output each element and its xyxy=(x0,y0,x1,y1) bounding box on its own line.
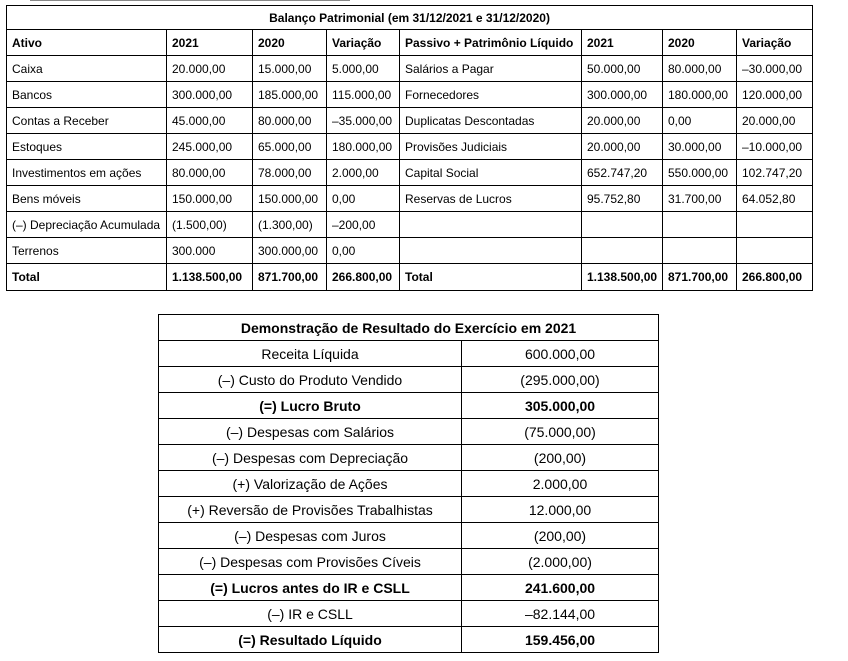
table-row xyxy=(7,108,813,134)
balanco-cell: 5.000,00 xyxy=(327,56,400,82)
balanco-cell xyxy=(737,238,813,264)
balanco-cell: 15.000,00 xyxy=(253,56,327,82)
balanco-cell: 80.000,00 xyxy=(253,108,327,134)
table-row xyxy=(159,341,659,367)
balanco-cell: 2020 xyxy=(253,30,327,56)
table-row xyxy=(7,186,813,212)
table-row xyxy=(159,575,659,601)
balanco-cell: Total xyxy=(7,264,167,291)
balanco-cell xyxy=(400,212,582,238)
dre-title: Demonstração de Resultado do Exercício em 2021 xyxy=(159,315,659,341)
balanco-cell: Duplicatas Descontadas xyxy=(400,108,582,134)
dre-label: (+) Reversão de Provisões Trabalhistas xyxy=(159,497,462,523)
table-row xyxy=(159,601,659,627)
balanco-cell: Bens móveis xyxy=(7,186,167,212)
balanco-cell: 150.000,00 xyxy=(167,186,253,212)
balanco-cell: 180.000,00 xyxy=(327,134,400,160)
balanco-cell: 2021 xyxy=(582,30,663,56)
dre-label: (–) Despesas com Juros xyxy=(159,523,462,549)
balanco-cell: 185.000,00 xyxy=(253,82,327,108)
dre-value: 12.000,00 xyxy=(462,497,659,523)
balanco-cell: 65.000,00 xyxy=(253,134,327,160)
table-row xyxy=(7,160,813,186)
balanco-cell: Variação xyxy=(327,30,400,56)
table-row xyxy=(7,238,813,264)
dre-value: 241.600,00 xyxy=(462,575,659,601)
balanco-cell: 300.000 xyxy=(167,238,253,264)
balanco-cell: 20.000,00 xyxy=(582,134,663,160)
balanco-cell: –30.000,00 xyxy=(737,56,813,82)
balanco-cell: 45.000,00 xyxy=(167,108,253,134)
balanco-cell: 266.800,00 xyxy=(737,264,813,291)
balanco-cell: 80.000,00 xyxy=(167,160,253,186)
balanco-cell: –200,00 xyxy=(327,212,400,238)
table-row xyxy=(159,627,659,653)
balanco-cell: 0,00 xyxy=(327,186,400,212)
dre-value: 305.000,00 xyxy=(462,393,659,419)
dre-value: (2.000,00) xyxy=(462,549,659,575)
dre-label: (=) Resultado Líquido xyxy=(159,627,462,653)
dre-label: (=) Lucro Bruto xyxy=(159,393,462,419)
balanco-cell: 300.000,00 xyxy=(253,238,327,264)
balanco-patrimonial-table xyxy=(6,5,813,291)
balanco-cell xyxy=(663,238,737,264)
table-row xyxy=(159,445,659,471)
table-row xyxy=(159,549,659,575)
balanco-cell: Variação xyxy=(737,30,813,56)
balanco-cell: 31.700,00 xyxy=(663,186,737,212)
balanco-cell: 20.000,00 xyxy=(167,56,253,82)
balanco-cell: 871.700,00 xyxy=(253,264,327,291)
balanco-cell: Capital Social xyxy=(400,160,582,186)
dre-table xyxy=(158,314,659,653)
balanco-cell xyxy=(400,238,582,264)
balanco-cell: 20.000,00 xyxy=(737,108,813,134)
balanco-cell: 0,00 xyxy=(327,238,400,264)
table-row xyxy=(7,134,813,160)
dre-value: (295.000,00) xyxy=(462,367,659,393)
balanco-cell: Investimentos em ações xyxy=(7,160,167,186)
balanco-cell: 0,00 xyxy=(663,108,737,134)
balanco-cell: 1.138.500,00 xyxy=(582,264,663,291)
balanco-cell: 2020 xyxy=(663,30,737,56)
balanco-cell: 80.000,00 xyxy=(663,56,737,82)
balanco-cell: (1.300,00) xyxy=(253,212,327,238)
dre-label: (–) Despesas com Provisões Cíveis xyxy=(159,549,462,575)
balanco-cell: Reservas de Lucros xyxy=(400,186,582,212)
balanco-cell: Provisões Judiciais xyxy=(400,134,582,160)
balanco-cell xyxy=(582,238,663,264)
balanco-cell xyxy=(582,212,663,238)
balanco-cell: Passivo + Patrimônio Líquido xyxy=(400,30,582,56)
dre-label: (=) Lucros antes do IR e CSLL xyxy=(159,575,462,601)
balanco-cell: –35.000,00 xyxy=(327,108,400,134)
balanco-cell: 1.138.500,00 xyxy=(167,264,253,291)
balanco-cell: 78.000,00 xyxy=(253,160,327,186)
table-row xyxy=(159,367,659,393)
balanco-cell: 180.000,00 xyxy=(663,82,737,108)
balanco-cell: Terrenos xyxy=(7,238,167,264)
dre-label: (–) Despesas com Salários xyxy=(159,419,462,445)
dre-value: 600.000,00 xyxy=(462,341,659,367)
balanco-cell: (–) Depreciação Acumulada xyxy=(7,212,167,238)
balanco-cell: 245.000,00 xyxy=(167,134,253,160)
dre-value: (200,00) xyxy=(462,523,659,549)
balanco-cell: 20.000,00 xyxy=(582,108,663,134)
dre-value: –82.144,00 xyxy=(462,601,659,627)
dre-label: Receita Líquida xyxy=(159,341,462,367)
balanco-cell: Fornecedores xyxy=(400,82,582,108)
dre-value: (200,00) xyxy=(462,445,659,471)
balanco-cell: Contas a Receber xyxy=(7,108,167,134)
balanco-cell xyxy=(737,212,813,238)
balanco-cell: 115.000,00 xyxy=(327,82,400,108)
balanco-cell: 102.747,20 xyxy=(737,160,813,186)
dre-label: (–) IR e CSLL xyxy=(159,601,462,627)
cropped-text-line xyxy=(30,0,350,4)
balanco-cell: Total xyxy=(400,264,582,291)
balanco-cell: 150.000,00 xyxy=(253,186,327,212)
balanco-cell: 95.752,80 xyxy=(582,186,663,212)
table-row xyxy=(159,471,659,497)
table-row xyxy=(159,419,659,445)
table-row xyxy=(159,523,659,549)
balanco-cell: 652.747,20 xyxy=(582,160,663,186)
balanco-cell: Bancos xyxy=(7,82,167,108)
dre-value: 2.000,00 xyxy=(462,471,659,497)
balanco-cell: 120.000,00 xyxy=(737,82,813,108)
balanco-cell: 2021 xyxy=(167,30,253,56)
balanco-cell: 266.800,00 xyxy=(327,264,400,291)
dre-label: (+) Valorização de Ações xyxy=(159,471,462,497)
balanco-cell xyxy=(663,212,737,238)
balanco-cell: 30.000,00 xyxy=(663,134,737,160)
balanco-cell: (1.500,00) xyxy=(167,212,253,238)
balanco-cell: 2.000,00 xyxy=(327,160,400,186)
balanco-total-row xyxy=(7,264,813,291)
table-row xyxy=(7,212,813,238)
table-row xyxy=(7,56,813,82)
balanco-cell: 50.000,00 xyxy=(582,56,663,82)
dre-label: (–) Custo do Produto Vendido xyxy=(159,367,462,393)
balanco-cell: 300.000,00 xyxy=(582,82,663,108)
balanco-cell: Salários a Pagar xyxy=(400,56,582,82)
balanco-cell: –10.000,00 xyxy=(737,134,813,160)
balanco-title: Balanço Patrimonial (em 31/12/2021 e 31/12/2020) xyxy=(7,6,813,30)
balanco-cell: 550.000,00 xyxy=(663,160,737,186)
table-row xyxy=(159,497,659,523)
dre-value: (75.000,00) xyxy=(462,419,659,445)
table-row xyxy=(7,82,813,108)
balanco-cell: Estoques xyxy=(7,134,167,160)
dre-label: (–) Despesas com Depreciação xyxy=(159,445,462,471)
balanco-cell: 300.000,00 xyxy=(167,82,253,108)
balanco-cell: 64.052,80 xyxy=(737,186,813,212)
table-row xyxy=(159,393,659,419)
dre-value: 159.456,00 xyxy=(462,627,659,653)
balanco-cell: Ativo xyxy=(7,30,167,56)
balanco-header-row xyxy=(7,30,813,56)
balanco-cell: 871.700,00 xyxy=(663,264,737,291)
balanco-cell: Caixa xyxy=(7,56,167,82)
